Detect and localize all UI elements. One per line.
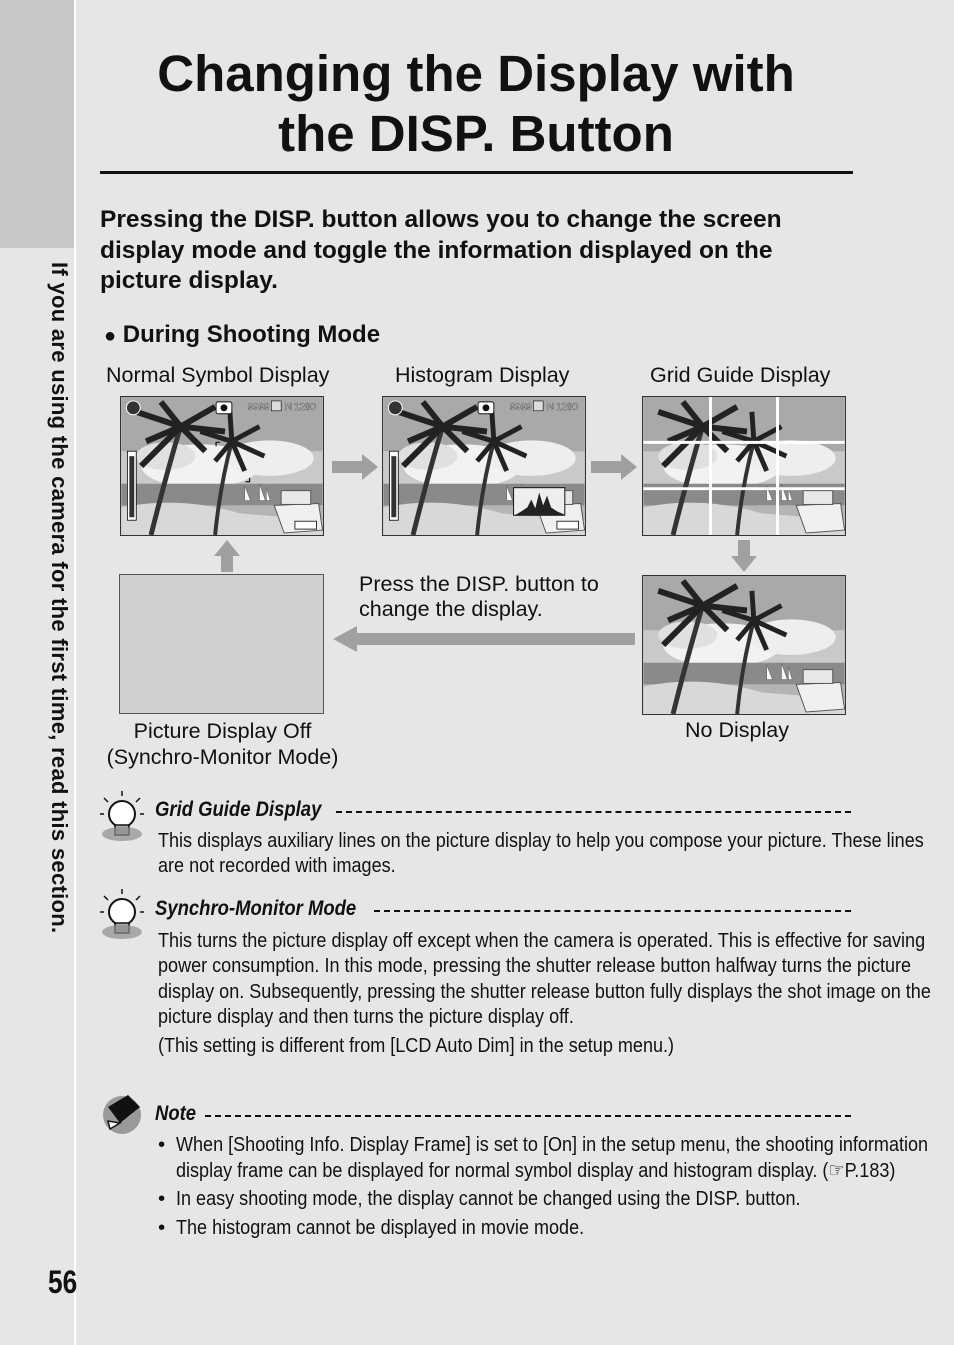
tip-paragraph: (This setting is different from [LCD Auto Dim] in the setup menu.) (158, 1034, 675, 1058)
title-rule (100, 171, 853, 174)
shots-remaining: 9999 (247, 401, 270, 413)
chapter-tab (0, 0, 74, 248)
grid-guide-label: Grid Guide Display (650, 363, 831, 387)
heading-dashes (336, 811, 851, 813)
no-display-screen (642, 575, 846, 715)
sidebar-divider (74, 0, 76, 1345)
pencil-note-icon (100, 1093, 144, 1137)
press-disp-text (359, 572, 599, 622)
arrow-left-icon (333, 626, 635, 652)
press-disp-line-1: Press the DISP. button to (359, 572, 599, 596)
tip-heading-synchro: Synchro-Monitor Mode (155, 897, 357, 920)
quality-mode: N (285, 401, 293, 413)
list-item (158, 1186, 944, 1212)
quality-icon (533, 401, 543, 411)
intro-text: Pressing the DISP. button allows you to change the screen display mode and toggle the information displayed on the picture display. (100, 206, 782, 294)
arrow-right-icon (591, 454, 637, 480)
bullet-icon: ● (104, 325, 117, 347)
display-off-label (100, 718, 345, 770)
tip-paragraph: This displays auxiliary lines on the picture display to help you compose your picture. These lines are not recorded with images. (158, 829, 924, 878)
title-line-2: the DISP. Button (278, 105, 674, 162)
tip-paragraph: This turns the picture display off except when the camera is operated. This is effective for saving power consumption. In this mode, pressing the shutter release button halfway turns the picture display on. Subsequently, pressing the shutter release button fully displays the shot image on the picture display and then turns the picture display off. (158, 929, 931, 1028)
note-item-text: • When [Shooting Info. Display Frame] is set to [On] in the setup menu, the shooting information display frame can be displayed for normal symbol display and histogram display. (☞P.183) (176, 1133, 929, 1182)
picture-display-off-screen (119, 574, 324, 714)
heading-dashes (374, 910, 851, 912)
battery-icon (557, 521, 579, 529)
arrow-right-icon (332, 454, 378, 480)
flash-icon (388, 401, 402, 415)
list-item (158, 1215, 944, 1241)
normal-symbol-screen (120, 396, 324, 536)
histogram-label: Histogram Display (395, 363, 570, 387)
arrow-up-icon (214, 540, 240, 572)
battery-icon (295, 521, 317, 529)
grid-guide-screen (642, 396, 846, 536)
page-number: 56 (48, 1264, 78, 1300)
display-off-label-line-1: Picture Display Off (133, 719, 312, 743)
normal-symbol-label: Normal Symbol Display (106, 363, 330, 387)
image-size: 1280 (555, 401, 578, 413)
shots-remaining: 9999 (509, 401, 532, 413)
no-display-label: No Display (685, 718, 789, 742)
histogram-graph (514, 488, 565, 516)
list-item (158, 1132, 944, 1183)
arrow-down-icon (731, 540, 757, 572)
lightbulb-icon (100, 888, 144, 940)
note-list (158, 1132, 944, 1243)
quality-icon (271, 401, 281, 411)
note-item-text: • In easy shooting mode, the display cannot be changed using the DISP. button. (176, 1187, 801, 1210)
histogram-screen (382, 396, 586, 536)
press-disp-line-2: change the display. (359, 597, 543, 621)
tip-body-synchro (158, 928, 944, 1058)
heading-dashes (205, 1115, 851, 1117)
image-size: 1280 (293, 401, 316, 413)
section-heading (104, 321, 380, 349)
quality-mode: N (547, 401, 555, 413)
note-item-text: • The histogram cannot be displayed in movie mode. (176, 1215, 585, 1239)
display-off-label-line-2: (Synchro-Monitor Mode) (106, 745, 339, 769)
side-tab-text: If you are using the camera for the first time, read this section. (47, 262, 72, 934)
flash-icon (126, 401, 140, 415)
note-heading: Note (155, 1102, 197, 1125)
lightbulb-icon (100, 790, 144, 842)
title-line-1: Changing the Display with (157, 45, 795, 102)
section-heading-text: During Shooting Mode (122, 321, 381, 348)
tip-heading-grid: Grid Guide Display (155, 798, 322, 821)
tip-body-grid (158, 828, 944, 879)
page-title (100, 44, 852, 164)
